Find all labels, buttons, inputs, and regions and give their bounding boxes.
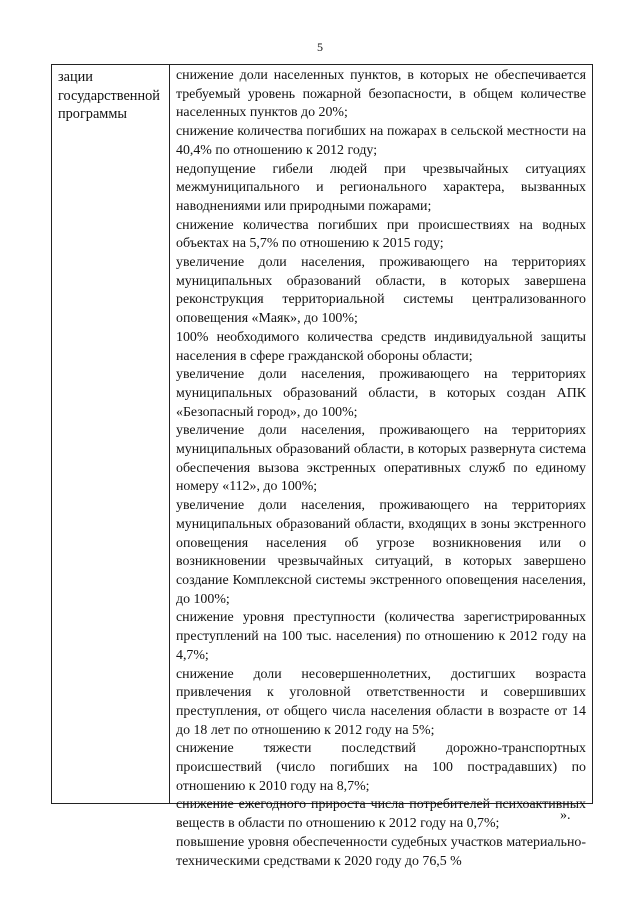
result-item: снижение количества погибших при происшествиях на водных объектах на 5,7% по отношению к 2015 году; [176,217,586,252]
result-item: снижение ежегодного прироста числа потребителей психоактивных веществ в области по отношению к 2012 году на 0,7%; [176,797,586,832]
result-item: снижение доли населенных пунктов, в которых не обеспечивается требуемый уровень пожарной безопасности, в общем количестве населенных пунктов до 20%; [176,68,586,121]
result-item: увеличение доли населения, проживающего на территориях муниципальных образований области, в которых создан АПК «Безопасный город», до 100%; [176,367,586,420]
result-item: повышение уровня обеспеченности судебных участков материально-техническими средствами к 2020 году до 76,5 % [176,834,586,869]
result-item: 100% необходимого количества средств индивидуальной защиты населения в сфере гражданской обороны области; [176,329,586,364]
program-table [51,64,593,869]
result-item: снижение уровня преступности (количества зарегистрированных преступлений на 100 тыс. населения) по отношению к 2012 году на 4,7%; [176,610,586,663]
result-item: увеличение доли населения, проживающего на территориях муниципальных образований области, в которых завершена реконструкция территориальной системы централизованного оповещения «Маяк», до 100%; [176,255,586,327]
result-item: увеличение доли населения, проживающего на территориях муниципальных образований области, в которых развернута система обеспечения вызова экстренных оперативных служб по единому номеру «112», до 100%; [176,423,586,495]
result-item: снижение тяжести последствий дорожно-транспортных происшествий (число погибших на 100 пострадавших) по отношению к 2010 году на 8,7%; [176,741,586,794]
left-cell-text: зации государственной программы [58,69,160,122]
page-number: 5 [317,40,323,54]
result-item: снижение количества погибших на пожарах в сельской местности на 40,4% по отношению к 2012 году; [176,124,586,158]
closing-quote-mark: ». [560,808,571,823]
result-item: увеличение доли населения, проживающего на территориях муниципальных образований области, входящих в зоны экстренного оповещения населения об угрозе возникновения или о возникновении чрезвычайных ситуаций, в которых завершено создание Комплексной системы экстренного оповещения населения, до 100%; [176,498,586,607]
right-cell [170,65,592,869]
result-item: снижение доли несовершеннолетних, достигших возраста привлечения к уголовной ответственности и совершивших преступления, от общего числа населения области в возрасте от 14 до 18 лет по отношению к 2012 году на 5%; [176,666,586,738]
result-item: недопущение гибели людей при чрезвычайных ситуациях межмуниципального и регионального характера, вызванных наводнениями или природными пожарами; [176,161,586,214]
left-cell [52,65,170,803]
